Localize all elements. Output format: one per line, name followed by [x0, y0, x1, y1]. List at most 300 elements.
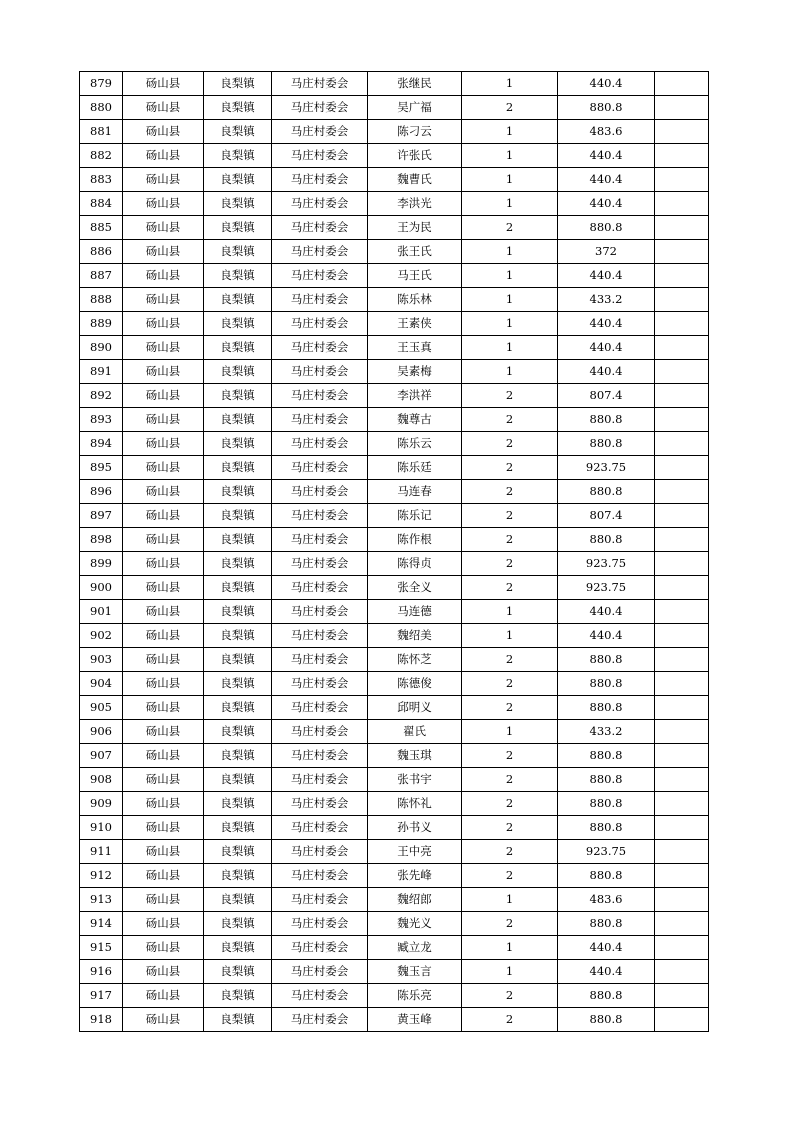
name-cell: 臧立龙: [368, 936, 462, 960]
household-count-cell: 1: [462, 288, 558, 312]
row-number-cell: 885: [80, 216, 123, 240]
table-row: [80, 408, 709, 432]
amount-cell: 807.4: [558, 384, 655, 408]
amount-cell: 880.8: [558, 648, 655, 672]
remark-cell: [655, 984, 709, 1008]
village-committee-cell: 马庄村委会: [272, 384, 368, 408]
household-count-cell: 1: [462, 240, 558, 264]
household-count-cell: 2: [462, 1008, 558, 1032]
row-number-cell: 908: [80, 768, 123, 792]
amount-cell: 440.4: [558, 72, 655, 96]
row-number-cell: 889: [80, 312, 123, 336]
amount-cell: 880.8: [558, 696, 655, 720]
name-cell: 张继民: [368, 72, 462, 96]
name-cell: 张全义: [368, 576, 462, 600]
row-number-cell: 882: [80, 144, 123, 168]
remark-cell: [655, 144, 709, 168]
table-row: [80, 744, 709, 768]
amount-cell: 880.8: [558, 216, 655, 240]
row-number-cell: 917: [80, 984, 123, 1008]
village-committee-cell: 马庄村委会: [272, 552, 368, 576]
name-cell: 翟氏: [368, 720, 462, 744]
row-number-cell: 904: [80, 672, 123, 696]
name-cell: 黄玉峰: [368, 1008, 462, 1032]
county-cell: 砀山县: [123, 912, 204, 936]
name-cell: 邱明义: [368, 696, 462, 720]
remark-cell: [655, 192, 709, 216]
county-cell: 砀山县: [123, 96, 204, 120]
county-cell: 砀山县: [123, 960, 204, 984]
village-committee-cell: 马庄村委会: [272, 408, 368, 432]
name-cell: 张书宇: [368, 768, 462, 792]
county-cell: 砀山县: [123, 720, 204, 744]
village-committee-cell: 马庄村委会: [272, 72, 368, 96]
county-cell: 砀山县: [123, 408, 204, 432]
remark-cell: [655, 96, 709, 120]
table-row: [80, 648, 709, 672]
row-number-cell: 883: [80, 168, 123, 192]
table-row: [80, 312, 709, 336]
amount-cell: 923.75: [558, 576, 655, 600]
amount-cell: 880.8: [558, 480, 655, 504]
household-count-cell: 1: [462, 960, 558, 984]
household-count-cell: 2: [462, 216, 558, 240]
remark-cell: [655, 216, 709, 240]
village-committee-cell: 马庄村委会: [272, 840, 368, 864]
row-number-cell: 911: [80, 840, 123, 864]
town-cell: 良梨镇: [204, 792, 272, 816]
row-number-cell: 893: [80, 408, 123, 432]
table-row: [80, 288, 709, 312]
name-cell: 陈得贞: [368, 552, 462, 576]
name-cell: 魏玉言: [368, 960, 462, 984]
row-number-cell: 886: [80, 240, 123, 264]
county-cell: 砀山县: [123, 456, 204, 480]
table-row: [80, 816, 709, 840]
remark-cell: [655, 312, 709, 336]
village-committee-cell: 马庄村委会: [272, 168, 368, 192]
town-cell: 良梨镇: [204, 264, 272, 288]
town-cell: 良梨镇: [204, 696, 272, 720]
table-row: [80, 1008, 709, 1032]
row-number-cell: 900: [80, 576, 123, 600]
county-cell: 砀山县: [123, 888, 204, 912]
town-cell: 良梨镇: [204, 96, 272, 120]
household-count-cell: 2: [462, 576, 558, 600]
row-number-cell: 906: [80, 720, 123, 744]
village-committee-cell: 马庄村委会: [272, 720, 368, 744]
household-count-cell: 2: [462, 864, 558, 888]
town-cell: 良梨镇: [204, 888, 272, 912]
household-count-cell: 2: [462, 768, 558, 792]
town-cell: 良梨镇: [204, 1008, 272, 1032]
remark-cell: [655, 672, 709, 696]
county-cell: 砀山县: [123, 792, 204, 816]
name-cell: 陈乐记: [368, 504, 462, 528]
table-row: [80, 984, 709, 1008]
town-cell: 良梨镇: [204, 552, 272, 576]
village-committee-cell: 马庄村委会: [272, 240, 368, 264]
village-committee-cell: 马庄村委会: [272, 528, 368, 552]
household-count-cell: 1: [462, 120, 558, 144]
amount-cell: 440.4: [558, 336, 655, 360]
row-number-cell: 912: [80, 864, 123, 888]
household-count-cell: 1: [462, 624, 558, 648]
county-cell: 砀山县: [123, 672, 204, 696]
county-cell: 砀山县: [123, 768, 204, 792]
town-cell: 良梨镇: [204, 312, 272, 336]
remark-cell: [655, 552, 709, 576]
amount-cell: 880.8: [558, 864, 655, 888]
remark-cell: [655, 624, 709, 648]
village-committee-cell: 马庄村委会: [272, 600, 368, 624]
county-cell: 砀山县: [123, 840, 204, 864]
village-committee-cell: 马庄村委会: [272, 984, 368, 1008]
row-number-cell: 896: [80, 480, 123, 504]
remark-cell: [655, 504, 709, 528]
amount-cell: 440.4: [558, 192, 655, 216]
village-committee-cell: 马庄村委会: [272, 624, 368, 648]
town-cell: 良梨镇: [204, 216, 272, 240]
row-number-cell: 907: [80, 744, 123, 768]
village-committee-cell: 马庄村委会: [272, 288, 368, 312]
household-count-cell: 1: [462, 192, 558, 216]
village-committee-cell: 马庄村委会: [272, 120, 368, 144]
county-cell: 砀山县: [123, 696, 204, 720]
village-committee-cell: 马庄村委会: [272, 216, 368, 240]
remark-cell: [655, 120, 709, 144]
name-cell: 魏尊古: [368, 408, 462, 432]
household-count-cell: 2: [462, 552, 558, 576]
household-count-cell: 2: [462, 744, 558, 768]
row-number-cell: 887: [80, 264, 123, 288]
remark-cell: [655, 600, 709, 624]
town-cell: 良梨镇: [204, 960, 272, 984]
household-count-cell: 1: [462, 600, 558, 624]
village-committee-cell: 马庄村委会: [272, 432, 368, 456]
table-row: [80, 336, 709, 360]
village-committee-cell: 马庄村委会: [272, 864, 368, 888]
table-row: [80, 576, 709, 600]
table-row: [80, 840, 709, 864]
data-table: [79, 71, 709, 1032]
county-cell: 砀山县: [123, 384, 204, 408]
town-cell: 良梨镇: [204, 336, 272, 360]
table-row: [80, 888, 709, 912]
town-cell: 良梨镇: [204, 120, 272, 144]
table-row: [80, 96, 709, 120]
county-cell: 砀山县: [123, 504, 204, 528]
table-row: [80, 720, 709, 744]
household-count-cell: 1: [462, 720, 558, 744]
row-number-cell: 901: [80, 600, 123, 624]
remark-cell: [655, 336, 709, 360]
name-cell: 陈乐云: [368, 432, 462, 456]
village-committee-cell: 马庄村委会: [272, 1008, 368, 1032]
county-cell: 砀山县: [123, 648, 204, 672]
table-row: [80, 672, 709, 696]
household-count-cell: 2: [462, 816, 558, 840]
amount-cell: 440.4: [558, 624, 655, 648]
household-count-cell: 1: [462, 72, 558, 96]
village-committee-cell: 马庄村委会: [272, 912, 368, 936]
name-cell: 吴广福: [368, 96, 462, 120]
household-count-cell: 2: [462, 648, 558, 672]
county-cell: 砀山县: [123, 120, 204, 144]
table-row: [80, 960, 709, 984]
row-number-cell: 891: [80, 360, 123, 384]
county-cell: 砀山县: [123, 432, 204, 456]
name-cell: 许张氏: [368, 144, 462, 168]
household-count-cell: 2: [462, 480, 558, 504]
name-cell: 陈德俊: [368, 672, 462, 696]
row-number-cell: 890: [80, 336, 123, 360]
town-cell: 良梨镇: [204, 360, 272, 384]
household-count-cell: 2: [462, 984, 558, 1008]
remark-cell: [655, 408, 709, 432]
table-row: [80, 120, 709, 144]
remark-cell: [655, 840, 709, 864]
county-cell: 砀山县: [123, 624, 204, 648]
amount-cell: 440.4: [558, 960, 655, 984]
table-body: [80, 72, 709, 1032]
name-cell: 王素侠: [368, 312, 462, 336]
town-cell: 良梨镇: [204, 864, 272, 888]
village-committee-cell: 马庄村委会: [272, 264, 368, 288]
name-cell: 张王氏: [368, 240, 462, 264]
remark-cell: [655, 168, 709, 192]
amount-cell: 483.6: [558, 120, 655, 144]
town-cell: 良梨镇: [204, 408, 272, 432]
amount-cell: 880.8: [558, 792, 655, 816]
name-cell: 吴素梅: [368, 360, 462, 384]
town-cell: 良梨镇: [204, 576, 272, 600]
name-cell: 陈乐林: [368, 288, 462, 312]
village-committee-cell: 马庄村委会: [272, 360, 368, 384]
remark-cell: [655, 816, 709, 840]
amount-cell: 923.75: [558, 840, 655, 864]
village-committee-cell: 马庄村委会: [272, 672, 368, 696]
remark-cell: [655, 744, 709, 768]
county-cell: 砀山县: [123, 72, 204, 96]
household-count-cell: 2: [462, 696, 558, 720]
name-cell: 陈乐亮: [368, 984, 462, 1008]
remark-cell: [655, 720, 709, 744]
county-cell: 砀山县: [123, 600, 204, 624]
table-row: [80, 432, 709, 456]
county-cell: 砀山县: [123, 480, 204, 504]
amount-cell: 880.8: [558, 432, 655, 456]
village-committee-cell: 马庄村委会: [272, 648, 368, 672]
village-committee-cell: 马庄村委会: [272, 480, 368, 504]
row-number-cell: 909: [80, 792, 123, 816]
amount-cell: 880.8: [558, 768, 655, 792]
remark-cell: [655, 768, 709, 792]
remark-cell: [655, 528, 709, 552]
table-row: [80, 144, 709, 168]
town-cell: 良梨镇: [204, 288, 272, 312]
table-row: [80, 864, 709, 888]
row-number-cell: 910: [80, 816, 123, 840]
household-count-cell: 2: [462, 432, 558, 456]
village-committee-cell: 马庄村委会: [272, 96, 368, 120]
remark-cell: [655, 648, 709, 672]
name-cell: 魏玉琪: [368, 744, 462, 768]
town-cell: 良梨镇: [204, 480, 272, 504]
table-row: [80, 696, 709, 720]
remark-cell: [655, 1008, 709, 1032]
household-count-cell: 2: [462, 408, 558, 432]
amount-cell: 923.75: [558, 552, 655, 576]
remark-cell: [655, 432, 709, 456]
name-cell: 王为民: [368, 216, 462, 240]
household-count-cell: 1: [462, 264, 558, 288]
household-count-cell: 2: [462, 792, 558, 816]
table-row: [80, 528, 709, 552]
county-cell: 砀山县: [123, 744, 204, 768]
town-cell: 良梨镇: [204, 816, 272, 840]
remark-cell: [655, 912, 709, 936]
remark-cell: [655, 360, 709, 384]
table-row: [80, 480, 709, 504]
amount-cell: 880.8: [558, 744, 655, 768]
name-cell: 孙书义: [368, 816, 462, 840]
remark-cell: [655, 888, 709, 912]
amount-cell: 923.75: [558, 456, 655, 480]
county-cell: 砀山县: [123, 984, 204, 1008]
name-cell: 陈怀礼: [368, 792, 462, 816]
amount-cell: 483.6: [558, 888, 655, 912]
household-count-cell: 2: [462, 912, 558, 936]
amount-cell: 880.8: [558, 912, 655, 936]
county-cell: 砀山县: [123, 1008, 204, 1032]
remark-cell: [655, 288, 709, 312]
county-cell: 砀山县: [123, 816, 204, 840]
county-cell: 砀山县: [123, 144, 204, 168]
county-cell: 砀山县: [123, 168, 204, 192]
row-number-cell: 898: [80, 528, 123, 552]
amount-cell: 372: [558, 240, 655, 264]
name-cell: 王玉真: [368, 336, 462, 360]
row-number-cell: 892: [80, 384, 123, 408]
name-cell: 魏光义: [368, 912, 462, 936]
table-row: [80, 264, 709, 288]
amount-cell: 880.8: [558, 96, 655, 120]
table-row: [80, 792, 709, 816]
town-cell: 良梨镇: [204, 744, 272, 768]
town-cell: 良梨镇: [204, 840, 272, 864]
amount-cell: 440.4: [558, 600, 655, 624]
household-count-cell: 2: [462, 528, 558, 552]
row-number-cell: 888: [80, 288, 123, 312]
row-number-cell: 914: [80, 912, 123, 936]
village-committee-cell: 马庄村委会: [272, 696, 368, 720]
amount-cell: 880.8: [558, 984, 655, 1008]
town-cell: 良梨镇: [204, 72, 272, 96]
town-cell: 良梨镇: [204, 936, 272, 960]
row-number-cell: 903: [80, 648, 123, 672]
household-count-cell: 1: [462, 312, 558, 336]
household-count-cell: 1: [462, 336, 558, 360]
village-committee-cell: 马庄村委会: [272, 960, 368, 984]
town-cell: 良梨镇: [204, 672, 272, 696]
county-cell: 砀山县: [123, 360, 204, 384]
row-number-cell: 894: [80, 432, 123, 456]
county-cell: 砀山县: [123, 576, 204, 600]
village-committee-cell: 马庄村委会: [272, 144, 368, 168]
remark-cell: [655, 456, 709, 480]
county-cell: 砀山县: [123, 936, 204, 960]
amount-cell: 440.4: [558, 168, 655, 192]
row-number-cell: 895: [80, 456, 123, 480]
town-cell: 良梨镇: [204, 456, 272, 480]
town-cell: 良梨镇: [204, 624, 272, 648]
row-number-cell: 879: [80, 72, 123, 96]
row-number-cell: 897: [80, 504, 123, 528]
village-committee-cell: 马庄村委会: [272, 312, 368, 336]
table-row: [80, 552, 709, 576]
town-cell: 良梨镇: [204, 528, 272, 552]
row-number-cell: 913: [80, 888, 123, 912]
table-row: [80, 360, 709, 384]
remark-cell: [655, 264, 709, 288]
county-cell: 砀山县: [123, 192, 204, 216]
county-cell: 砀山县: [123, 240, 204, 264]
remark-cell: [655, 960, 709, 984]
town-cell: 良梨镇: [204, 192, 272, 216]
village-committee-cell: 马庄村委会: [272, 888, 368, 912]
amount-cell: 433.2: [558, 288, 655, 312]
name-cell: 魏绍美: [368, 624, 462, 648]
village-committee-cell: 马庄村委会: [272, 744, 368, 768]
county-cell: 砀山县: [123, 864, 204, 888]
town-cell: 良梨镇: [204, 984, 272, 1008]
village-committee-cell: 马庄村委会: [272, 336, 368, 360]
county-cell: 砀山县: [123, 552, 204, 576]
household-count-cell: 1: [462, 936, 558, 960]
name-cell: 李洪祥: [368, 384, 462, 408]
table-row: [80, 624, 709, 648]
name-cell: 陈怀芝: [368, 648, 462, 672]
village-committee-cell: 马庄村委会: [272, 816, 368, 840]
amount-cell: 880.8: [558, 816, 655, 840]
table-row: [80, 240, 709, 264]
name-cell: 马连德: [368, 600, 462, 624]
town-cell: 良梨镇: [204, 912, 272, 936]
county-cell: 砀山县: [123, 528, 204, 552]
name-cell: 王中亮: [368, 840, 462, 864]
household-count-cell: 1: [462, 360, 558, 384]
remark-cell: [655, 240, 709, 264]
row-number-cell: 918: [80, 1008, 123, 1032]
household-count-cell: 2: [462, 504, 558, 528]
village-committee-cell: 马庄村委会: [272, 576, 368, 600]
amount-cell: 440.4: [558, 264, 655, 288]
name-cell: 魏曹氏: [368, 168, 462, 192]
household-count-cell: 1: [462, 144, 558, 168]
amount-cell: 433.2: [558, 720, 655, 744]
table-row: [80, 216, 709, 240]
town-cell: 良梨镇: [204, 768, 272, 792]
remark-cell: [655, 480, 709, 504]
remark-cell: [655, 864, 709, 888]
remark-cell: [655, 936, 709, 960]
remark-cell: [655, 72, 709, 96]
household-count-cell: 2: [462, 840, 558, 864]
town-cell: 良梨镇: [204, 144, 272, 168]
table-row: [80, 600, 709, 624]
amount-cell: 440.4: [558, 312, 655, 336]
